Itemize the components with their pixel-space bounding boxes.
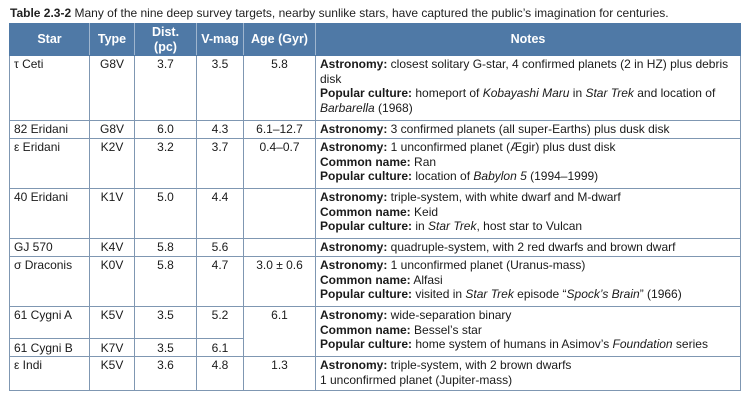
cell-age-shared: 6.1 (244, 307, 316, 357)
cell-age: 0.4–0.7 (244, 139, 316, 189)
notes-popular-culture: Popular culture: home system of humans in Asimov’s Foundation series (320, 337, 708, 351)
table-row-epsilon-indi (10, 357, 741, 391)
survey-targets-table (9, 23, 741, 391)
table-row-tau-ceti (10, 56, 741, 121)
cell-vmag: 3.7 (197, 139, 244, 189)
cell-distance: 3.2 (135, 139, 197, 189)
table-caption (10, 6, 669, 20)
notes-astronomy: Astronomy: 1 unconfirmed planet (Ægir) plus dust disk (320, 140, 616, 154)
cell-distance: 3.7 (135, 56, 197, 121)
cell-vmag: 4.3 (197, 121, 244, 139)
cell-age (244, 239, 316, 257)
cell-vmag: 4.8 (197, 357, 244, 391)
cell-age: 3.0 ± 0.6 (244, 257, 316, 307)
col-header-notes: Notes (316, 24, 741, 56)
notes-astronomy: Astronomy: closest solitary G-star, 4 confirmed planets (2 in HZ) plus debris disk (320, 57, 729, 86)
notes-common-name: Common name: Keid (320, 204, 439, 219)
cell-star: 61 Cygni A (10, 307, 90, 339)
notes-popular-culture: Popular culture: homeport of Kobayashi Maru in Star Trek and location of (320, 86, 716, 100)
notes-astronomy: Astronomy: triple-system, with 2 brown dwarfs (320, 358, 572, 372)
caption-label: Table 2.3-2 (10, 6, 72, 20)
notes-popular-culture-cont: Barbarella (1968) (320, 100, 413, 115)
cell-star: τ Ceti (10, 56, 90, 121)
cell-age: 1.3 (244, 357, 316, 391)
table-header-row (10, 24, 741, 56)
cell-notes (316, 239, 741, 257)
notes-popular-culture: Popular culture: in Star Trek, host star to Vulcan (320, 219, 583, 233)
cell-vmag: 4.4 (197, 189, 244, 239)
cell-type: K2V (90, 139, 135, 189)
cell-star: 40 Eridani (10, 189, 90, 239)
cell-type: K7V (90, 339, 135, 357)
table-row-61-cygni-a (10, 307, 741, 339)
cell-vmag: 5.2 (197, 307, 244, 339)
cell-type: K4V (90, 239, 135, 257)
notes-astronomy: Astronomy: quadruple-system, with 2 red dwarfs and brown dwarf (320, 240, 676, 254)
cell-vmag: 5.6 (197, 239, 244, 257)
table-row-sigma-draconis (10, 257, 741, 307)
cell-age (244, 189, 316, 239)
cell-notes (316, 121, 741, 139)
col-header-distance: Dist. (pc) (135, 24, 197, 56)
table-row-40-eridani (10, 189, 741, 239)
cell-notes (316, 189, 741, 239)
cell-type: K5V (90, 357, 135, 391)
notes-common-name: Common name: Bessel’s star (320, 322, 482, 337)
cell-distance: 6.0 (135, 121, 197, 139)
cell-type: K0V (90, 257, 135, 307)
cell-star: 82 Eridani (10, 121, 90, 139)
table-row-82-eridani (10, 121, 741, 139)
cell-vmag: 6.1 (197, 339, 244, 357)
col-header-age: Age (Gyr) (244, 24, 316, 56)
cell-notes (316, 139, 741, 189)
col-header-type: Type (90, 24, 135, 56)
cell-type: K1V (90, 189, 135, 239)
cell-age: 6.1–12.7 (244, 121, 316, 139)
cell-notes (316, 257, 741, 307)
cell-star: σ Draconis (10, 257, 90, 307)
cell-notes (316, 357, 741, 391)
notes-astronomy: Astronomy: wide-separation binary (320, 308, 512, 322)
caption-text: Many of the nine deep survey targets, nearby sunlike stars, have captured the public’s imagination for centuries. (71, 6, 669, 20)
notes-common-name: Common name: Alfasi (320, 272, 443, 287)
cell-distance: 5.8 (135, 239, 197, 257)
cell-distance: 3.5 (135, 339, 197, 357)
cell-notes (316, 56, 741, 121)
cell-distance: 5.0 (135, 189, 197, 239)
cell-star: ε Eridani (10, 139, 90, 189)
col-header-vmag: V-mag (197, 24, 244, 56)
cell-notes-shared (316, 307, 741, 357)
cell-age: 5.8 (244, 56, 316, 121)
cell-vmag: 4.7 (197, 257, 244, 307)
col-header-star: Star (10, 24, 90, 56)
notes-astronomy: Astronomy: 1 unconfirmed planet (Uranus-mass) (320, 258, 586, 272)
notes-astronomy: Astronomy: 3 confirmed planets (all super-Earths) plus dusk disk (320, 122, 670, 136)
notes-astronomy: Astronomy: triple-system, with white dwarf and M-dwarf (320, 190, 621, 204)
notes-extra: 1 unconfirmed planet (Jupiter-mass) (320, 372, 513, 387)
cell-type: G8V (90, 56, 135, 121)
notes-popular-culture: Popular culture: visited in Star Trek episode “Spock’s Brain” (1966) (320, 287, 682, 301)
cell-type: K5V (90, 307, 135, 339)
table-row-gj-570 (10, 239, 741, 257)
cell-type: G8V (90, 121, 135, 139)
cell-star: 61 Cygni B (10, 339, 90, 357)
cell-vmag: 3.5 (197, 56, 244, 121)
cell-distance: 3.6 (135, 357, 197, 391)
notes-popular-culture: Popular culture: location of Babylon 5 (1994–1999) (320, 169, 599, 183)
cell-star: GJ 570 (10, 239, 90, 257)
cell-star: ε Indi (10, 357, 90, 391)
cell-distance: 5.8 (135, 257, 197, 307)
cell-distance: 3.5 (135, 307, 197, 339)
notes-common-name: Common name: Ran (320, 154, 437, 169)
table-row-epsilon-eridani (10, 139, 741, 189)
